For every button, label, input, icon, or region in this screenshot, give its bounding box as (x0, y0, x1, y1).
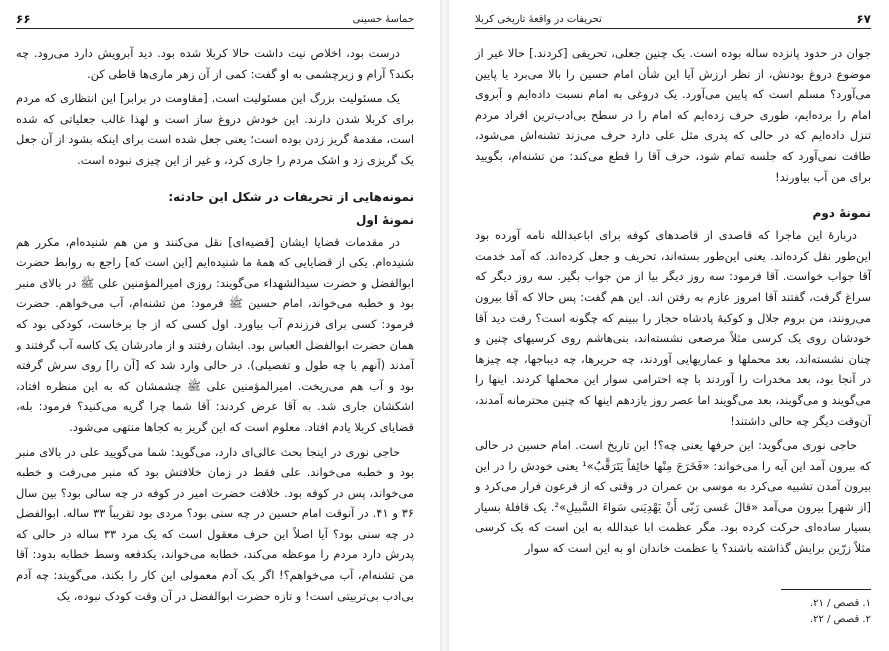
example-1-heading: نمونهٔ اول (355, 212, 414, 227)
footnote-divider (781, 589, 871, 590)
right-paragraph-1: جوان در حدود پانزده ساله بوده است. یک چنین جعلی، تحریفی [کردند.] حالا غیر از موضوع دروغ بودنش، از نظر ارزش آیا این شأن امام حسین را بالا می‌برد یا پایین می‌آورد؟ مسلم است که پایین می‌آورد. یک دروغی به امام نسبت داده‌ایم و آبروی امام را برده‌ایم، طوری حرف زده‌ایم که امام را در سطح بی‌ادب‌ترین افراد مردم تنزل داده‌ایم که در حالی که پدری مثل علی دارد حرف می‌زند تشنه‌اش می‌شود، طاقت نمی‌آورد که جلسه تمام شود، حرف آقا را قطع می‌کند: من تشنه‌ام، بگویید برای من آب بیاورند! (475, 46, 871, 184)
right-paragraph-2: دربارهٔ این ماجرا که قاصدی از قاصدهای کوفه برای اباعبدالله نامه آورده بود این‌طور نقل کرده‌اند. یعنی این‌طور بسته‌اند، تحریف و جعل کرده‌اند. که آمد خدمت آقا جواب خواست. آقا فرمود: سه روز دیگر بیا از من جواب بگیر. سه روز دیگر که سراغ گرفت، گفتند آقا امروز عازم به رفتن اند. این هم گفت: پس حالا که آقا بیرون می‌رونند، من بروم جلال و کوکبهٔ پادشاه حجاز را ببینم که چگونه است؟ رفت دید آقا خودشان روی یک کرسی مثلاً مرصعی نشسته‌اند، بنی‌هاشم روی کرسیهای چنین و چنان نشسته‌اند، بعد محملها و عماریهایی آوردند، چه حریرها، چه دیباجها، چه چیزها در آنجا بود، بعد مخدرات را آوردند با چه احترامی سوار این محملها کردند. اینها را می‌گویند و می‌گویند، بعد می‌گویند اما عصر روز یازدهم اینها که چنین محترمانه آمدند، آن‌وقت دیگر چه حالی داشتند! (475, 228, 871, 428)
left-paragraph-1: درست بود، اخلاص نیت داشت حالا کربلا شده بود. دید آبرویش دارد می‌رود. چه بکند؟ آرام و زیرچشمی به او گفت: کمی از آن زهر ماری‌ها قاطی کن. (16, 46, 414, 81)
right-page (449, 0, 889, 651)
right-page-number: ۶۷ (856, 12, 871, 26)
section-heading: نمونه‌هایی از تحریفات در شکل این حادثه: (168, 189, 414, 204)
footnote-1: ۱. قصص / ۲۱. (809, 597, 871, 609)
right-running-header (475, 12, 871, 29)
left-page (0, 0, 440, 651)
book-gutter (440, 0, 449, 651)
example-2-heading: نمونهٔ دوم (812, 206, 871, 221)
right-running-title: تحریفات در واقعهٔ تاریخی کربلا (475, 13, 602, 25)
left-running-title: حماسهٔ حسینی (352, 13, 414, 25)
left-page-number: ۶۶ (16, 12, 31, 26)
left-running-header (16, 12, 414, 29)
left-paragraph-2: یک مسئولیت بزرگ این مسئولیت است. [مقاومت در برابر] این انتظاری که مردم برای کربلا شدن دارند. این خودش دروغ ساز است و لهذا غالب جعلیاتی که شده است، مقدمهٔ گریز زدن بوده است؛ یعنی جعل شده است برای اینکه بشود از آن جعل یک گریزی زد و اشک مردم را جاری کرد، و غیر از این چیزی نبوده است. (16, 91, 414, 167)
footnote-2: ۲. قصص / ۲۲. (809, 613, 871, 625)
right-paragraph-3: حاجی نوری می‌گوید: این حرفها یعنی چه؟! این تاریخ است. امام حسین در حالی که بیرون آمد این آیه را می‌خواند: «فَخَرَجَ مِنْها خائِفاً یَتَرَقَّبُ»¹ یعنی خودش را در این بیرون آمدن تشبیه می‌کرد به موسی بن عمران در وقتی که از فرعون فرار می‌کرد و [از شهر] بیرون می‌آمد «قالَ عَسی رَبّی أَنْ یَهْدِیَنی سَواءَ السَّبیلِ»². یک قافلهٔ بسیار بسیار ساده‌ای حرکت کرده بود. مگر عظمت ابا عبدالله به این است که یک کرسی مثلاً زرّین برایش گذاشته باشند؟ یا عظمت خاندان او به این است که سوار (475, 438, 872, 556)
left-paragraph-3: در مقدمات قضایا ایشان [قضیه‌ای] نقل می‌کنند و من هم شنیده‌ام، مکرر هم شنیده‌ام. یکی از قضایایی که همهٔ ما شنیده‌ایم [این است که] راجع به روابط حضرت ابوالفضل و حضرت سیدالشهداء می‌گویند: روزی امیرالمؤمنین علی ﷺ در بالای منبر بود و خطبه می‌خواند، امام حسین ﷺ فرمود: من تشنه‌ام، آب می‌خواهم. حضرت فرمود: کسی برای فرزندم آب بیاورد. اول کسی که از جا برخاست، کودکی بود که همان حضرت ابوالفضل العباس بود. ایشان رفتند و از مادرشان یک کاسه آب گرفتند و آمدند (آنهم با چه طول و تفصیلی). در حالی وارد شد که [آن را] روی سرش گرفته بود و آب هم می‌ریخت. امیرالمؤمنین علی ﷺ چشمشان که به این منظره افتاد، اشکشان جاری شد. به آقا عرض کردند: آقا شما چرا گریه می‌کنید؟ فرمود: بله، قضایای کربلا یادم افتاد. معلوم است که این گریز به کجاها منتهی می‌شود. (16, 234, 414, 434)
left-paragraph-4: حاجی نوری در اینجا بحث عالی‌ای دارد، می‌گوید: شما می‌گویید علی در بالای منبر بود و خطبه می‌خواند. علی فقط در زمان خلافتش بود که منبر می‌رفت و خطبه می‌خواند، پس در کوفه بود. خلافت حضرت امیر در کوفه در چه سالی بود؟ بین سال ۳۶ و ۴۱. در آنوقت امام حسین در چه سنی بود؟ مردی بود تقریباً ۳۳ ساله. ابوالفضل در چه سنی بود؟ آیا اصلاً این حرف معقول است که یک مرد ۳۳ ساله در حالی که پدرش دارد مردم را موعظه می‌کند، خطابه می‌خواند، یکدفعه وسط خطابه بدود: آقا من تشنه‌ام، آب می‌خواهم؟! اگر یک آدم معمولی این کار را بکند، می‌گویند: چه آدم بی‌ادب بی‌تربیتی است! و تازه حضرت ابوالفضل در آن وقت کودک نبوده، یک (16, 444, 414, 603)
